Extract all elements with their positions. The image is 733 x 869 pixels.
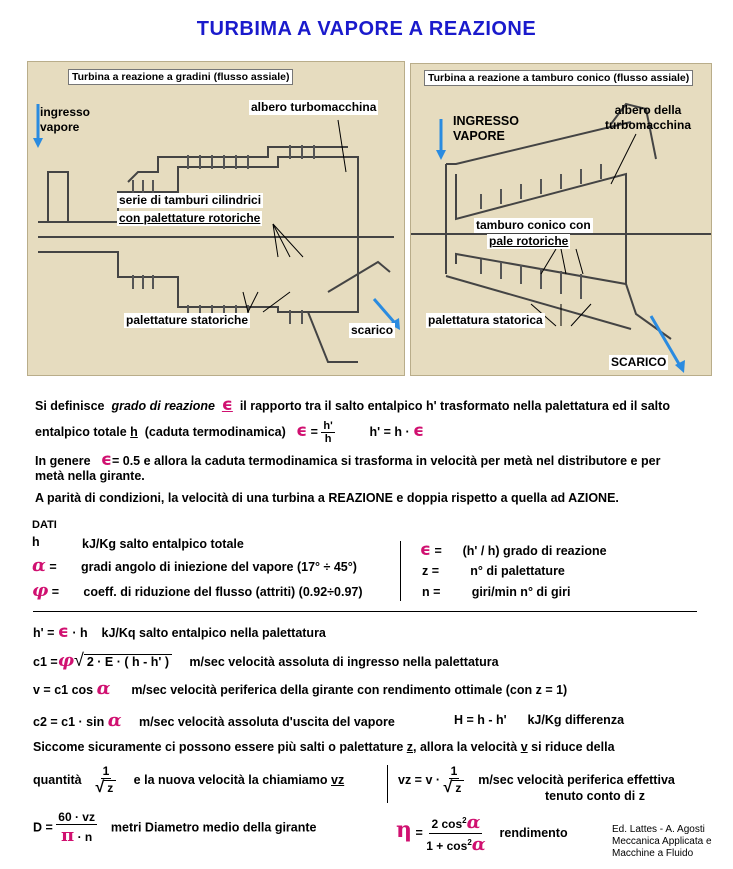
right-label-scarico: SCARICO bbox=[611, 355, 667, 369]
intro-line-4: metà nella girante. bbox=[35, 469, 145, 483]
credit-line-2: Meccanica Applicata e bbox=[612, 836, 712, 847]
left-label-statoriche: palettature statoriche bbox=[126, 313, 249, 327]
right-label-ingresso: INGRESSO VAPORE bbox=[453, 114, 519, 143]
formula-v: v = c1 cos α m/sec velocità periferica della girante con rendimento ottimale (con z = 1) bbox=[33, 678, 568, 699]
vz-divider bbox=[387, 765, 388, 803]
credit-line-3: Macchine a Fluido bbox=[612, 848, 694, 859]
right-figure-caption: Turbina a reazione a tamburo conico (flusso assiale) bbox=[424, 70, 693, 86]
left-label-ingresso: ingresso vapore bbox=[40, 105, 91, 134]
vz-text-2: tenuto conto di z bbox=[545, 789, 645, 803]
right-label-statorica: palettatura statorica bbox=[428, 313, 543, 327]
reaction-degree-fraction: $\frac{h'}{h}$ bbox=[323, 420, 333, 445]
intro-line-1: Si definisce grado di reazione ϵ il rapporto tra il salto entalpico h' trasformato nella palettatura ed il salto bbox=[35, 395, 670, 415]
right-turbine-figure bbox=[410, 63, 712, 376]
page-title: TURBIMA A VAPORE A REAZIONE bbox=[196, 18, 537, 40]
left-figure-caption: Turbina a reazione a gradini (flusso assiale) bbox=[68, 69, 293, 85]
dati-n-row: n = giri/min n° di giri bbox=[422, 585, 571, 599]
formula-hprime: h' = ϵ · h kJ/Kq salto entalpico nella palettatura bbox=[33, 622, 326, 642]
epsilon-symbol: ϵ bbox=[221, 395, 233, 415]
intro-line-5: A parità di condizioni, la velocità di una turbina a REAZIONE e doppia rispetto a quella ad AZIONE. bbox=[35, 491, 619, 505]
formula-eta: η = $\frac{2 \cos^2\alpha}{1 + \cos^2\alpha}$ rendimento bbox=[396, 812, 568, 855]
formula-c2: c2 = c1 · sin α m/sec velocità assoluta d'uscita del vapore bbox=[33, 710, 395, 731]
dati-header: DATI bbox=[32, 519, 57, 531]
right-label-pale: pale rotoriche bbox=[489, 234, 569, 248]
left-turbine-figure bbox=[27, 61, 405, 376]
dati-eps-row: ϵ = (h' / h) grado di reazione bbox=[420, 540, 607, 560]
right-label-tamburo: tamburo conico con bbox=[476, 218, 591, 232]
dati-h-text: kJ/Kg salto entalpico totale bbox=[82, 537, 244, 551]
dati-alpha-row: α = gradi angolo di iniezione del vapore (17° ÷ 45°) bbox=[32, 555, 357, 576]
intro-line-3: In genere ϵ= 0.5 e allora la caduta termodinamica si trasforma in velocità per metà nel distributore e per bbox=[35, 450, 661, 470]
credit-line-1: Ed. Lattes - A. Agosti bbox=[612, 824, 705, 835]
formula-D: D = $\frac{60 \cdot vz}{\pi \cdot n}$ metri Diametro medio della girante bbox=[33, 810, 317, 846]
inverse-sqrt-z-fraction: $\frac{1}{√ z}$ bbox=[96, 764, 117, 797]
quantita-line: quantità $\frac{1}{√ z}$ e la nuova velocità la chiamiamo vz bbox=[33, 764, 345, 796]
dati-divider bbox=[400, 541, 401, 601]
left-label-scarico: scarico bbox=[351, 323, 394, 337]
formula-vz: vz = v · $\frac{1}{√ z}$ m/sec velocità periferica effettiva bbox=[398, 764, 675, 796]
left-label-palette: con palettature rotoriche bbox=[119, 211, 261, 225]
section-separator bbox=[33, 611, 697, 612]
left-label-albero: albero turbomacchina bbox=[251, 100, 377, 114]
right-label-albero: albero della turbomacchina bbox=[605, 103, 692, 132]
siccome-line: Siccome sicuramente ci possono essere più salti o palettature z, allora la velocità v si riduce della bbox=[33, 740, 615, 754]
intro-line-2: entalpico totale h (caduta termodinamica) ϵ = $\frac{h'}{h}$ h' = h · ϵ bbox=[35, 420, 425, 445]
left-label-tamburi: serie di tamburi cilindrici bbox=[119, 193, 262, 207]
formula-H: H = h - h' kJ/Kg differenza bbox=[454, 713, 625, 727]
dati-z-row: z = n° di palettature bbox=[422, 564, 565, 578]
formula-c1: c1 =φ√ 2 · E · ( h - h' ) m/sec velocità assoluta di ingresso nella palettatura bbox=[33, 650, 499, 671]
dati-h-symbol: h bbox=[32, 535, 40, 549]
dati-phi-row: φ = coeff. di riduzione del flusso (attriti) (0.92÷0.97) bbox=[32, 580, 363, 601]
